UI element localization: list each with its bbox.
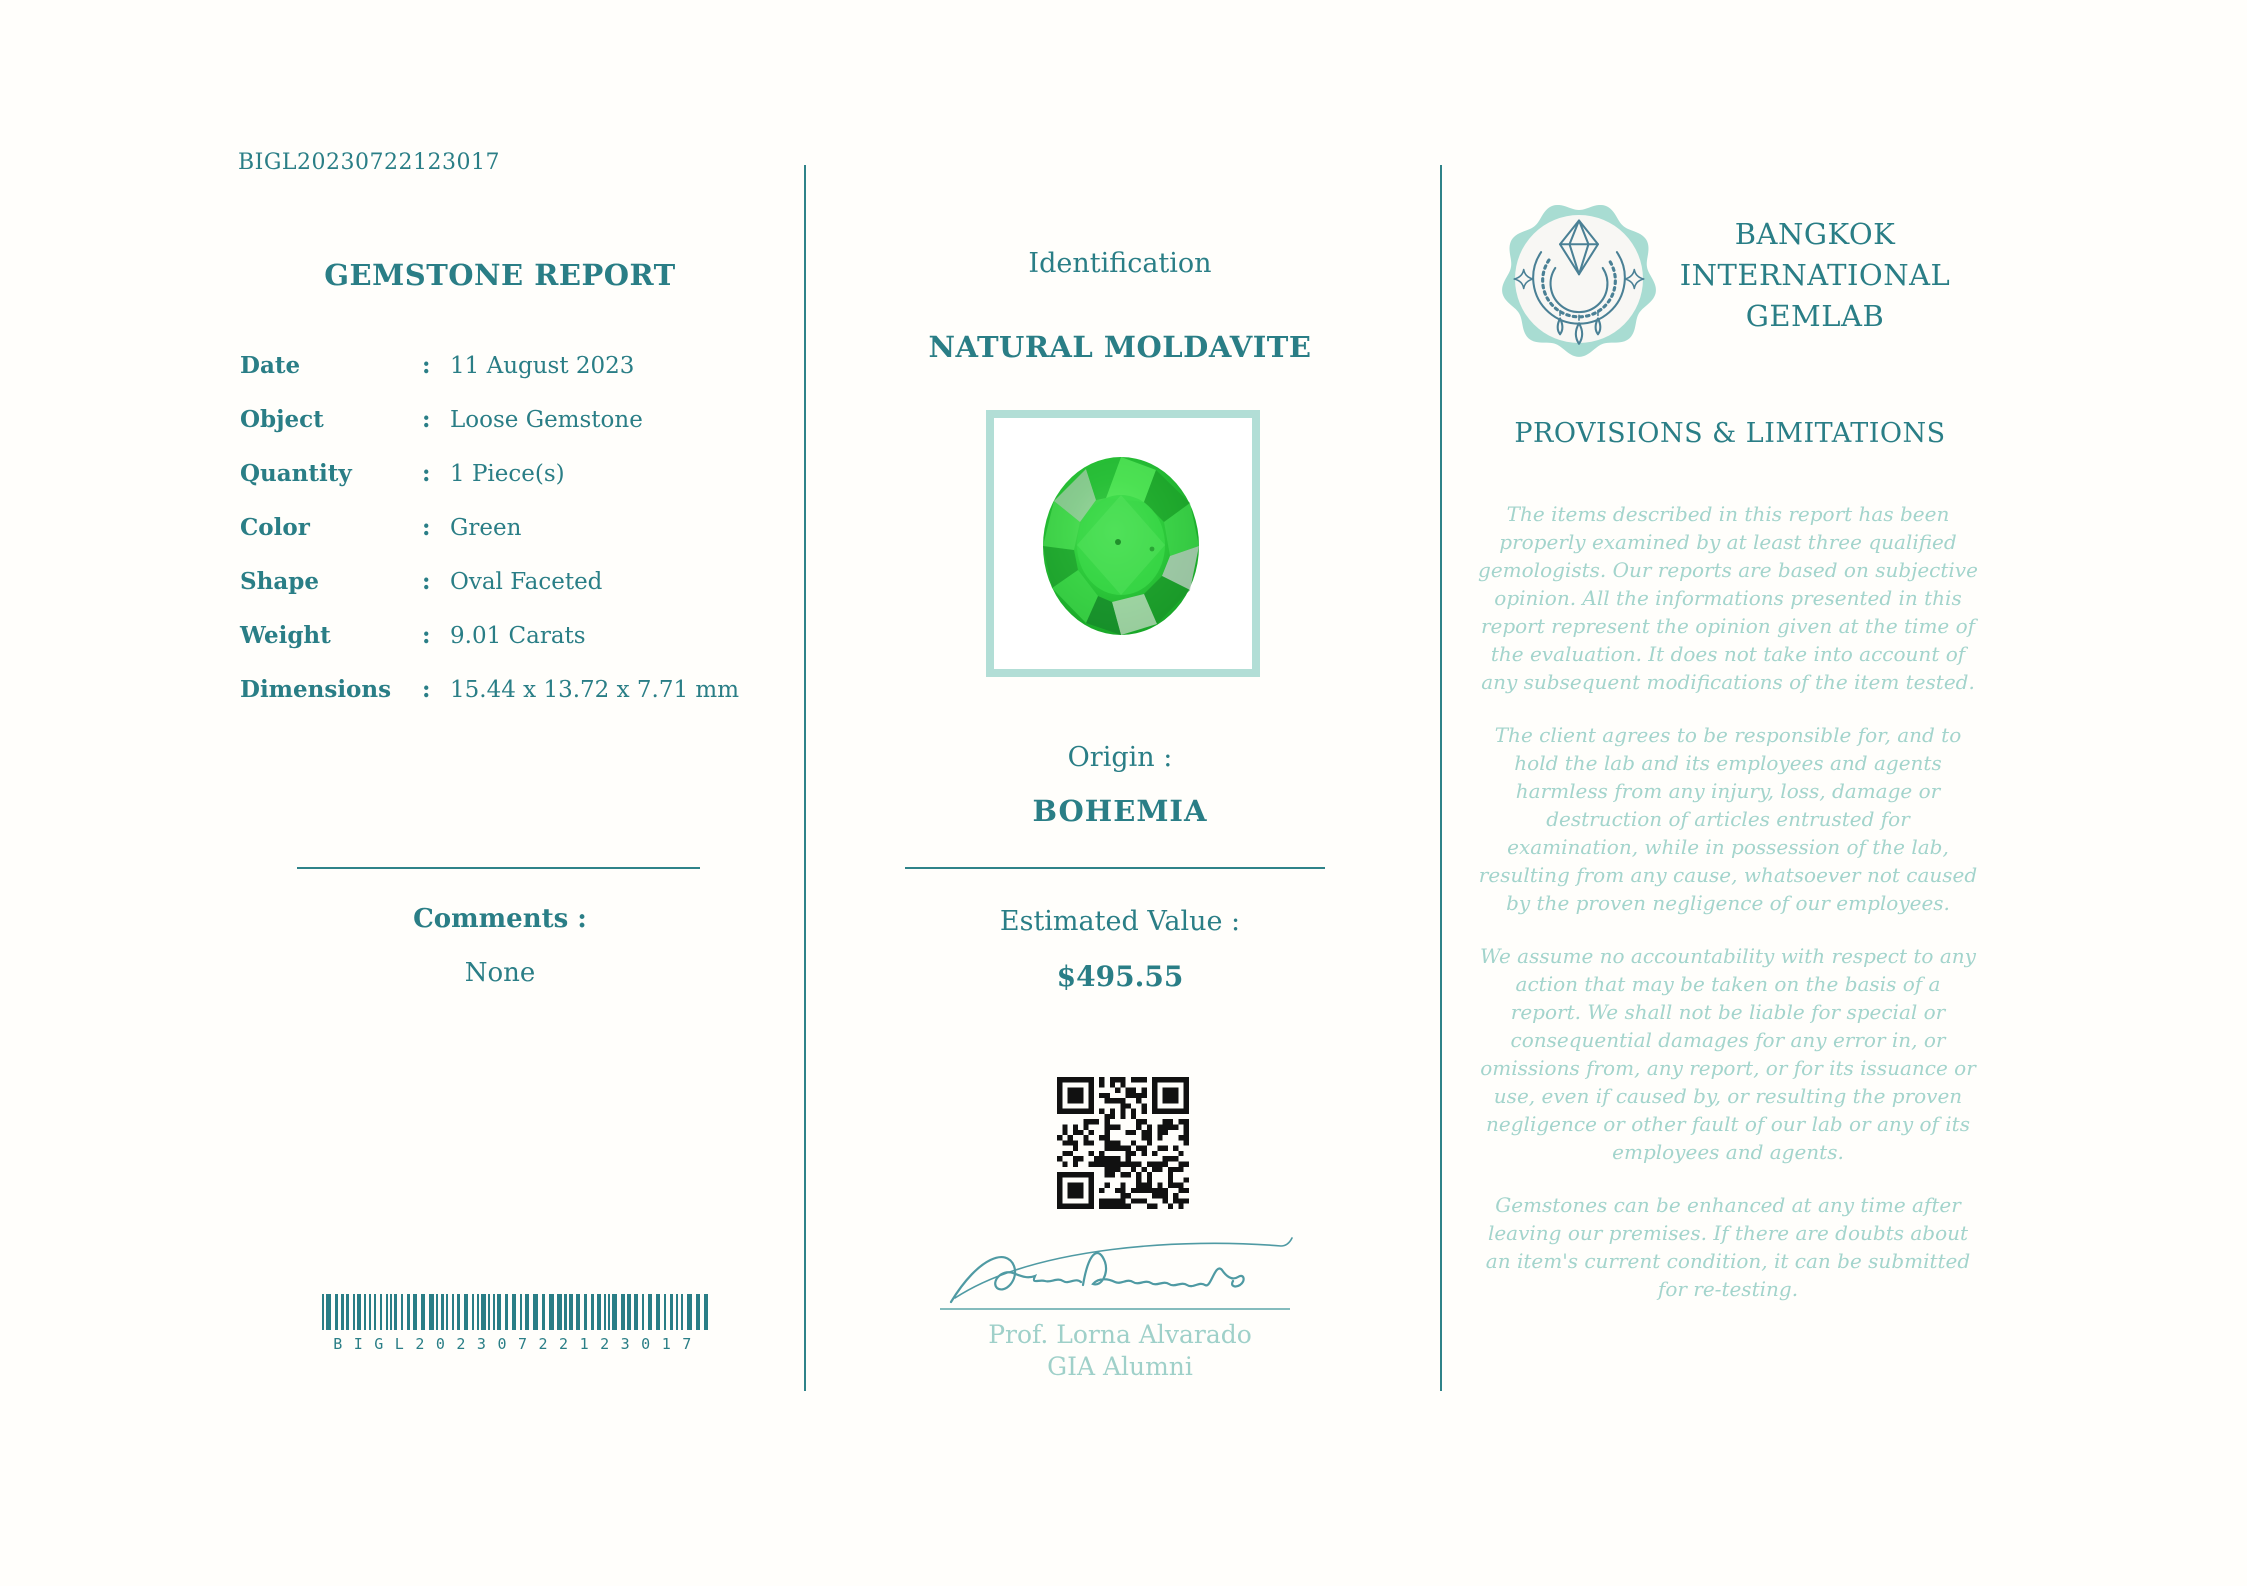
signature-underline	[940, 1308, 1290, 1310]
field-row-weight	[240, 622, 760, 676]
origin-label: Origin :	[1067, 742, 1173, 773]
gem-photo-icon	[994, 418, 1252, 669]
field-colon: :	[422, 676, 431, 703]
provisions-title: PROVISIONS & LIMITATIONS	[1514, 418, 1946, 449]
signatory-name: Prof. Lorna Alvarado	[988, 1320, 1252, 1349]
qr-code-icon	[1057, 1077, 1189, 1209]
signatory-credential: GIA Alumni	[1047, 1352, 1193, 1381]
comments-value: None	[464, 958, 536, 988]
field-colon: :	[422, 460, 431, 487]
origin-value: BOHEMIA	[1032, 794, 1208, 828]
estimated-value-label: Estimated Value :	[999, 906, 1241, 937]
barcode	[322, 1294, 714, 1353]
provisions-paragraph: Gemstones can be enhanced at any time after leaving our premises. If there are doubts about an item's current condition, it can be submitted for re-testing.	[1485, 1193, 1971, 1301]
value-divider	[905, 867, 1325, 869]
field-label: Quantity	[240, 460, 352, 487]
provisions-paragraph: We assume no accountability with respect to any action that may be taken on the basis of a report. We shall not be liable for special or consequential damages for any error in, or omissions from, any report, or for its issuance or use, even if caused by, or resulting the proven negligence or other fault of our lab or any of its employees and agents.	[1480, 944, 1976, 1164]
provisions-text	[1478, 500, 1978, 1328]
barcode-text: BIGL20230722123017	[333, 1335, 703, 1353]
field-colon: :	[422, 514, 431, 541]
lab-name-line: INTERNATIONAL	[1679, 258, 1951, 292]
comments-divider	[297, 867, 700, 869]
report-number: BIGL20230722123017	[238, 150, 500, 175]
identification-label: Identification	[1028, 248, 1212, 279]
lab-name	[1660, 214, 1970, 337]
field-label: Date	[240, 352, 301, 379]
field-label: Color	[240, 514, 310, 541]
field-colon: :	[422, 352, 431, 379]
barcode-bars-icon	[322, 1294, 714, 1330]
field-row-quantity	[240, 460, 760, 514]
gem-name: NATURAL MOLDAVITE	[928, 330, 1312, 364]
gem-photo-frame	[986, 410, 1260, 677]
field-value: 15.44 x 13.72 x 7.71 mm	[450, 677, 740, 703]
field-label: Dimensions	[240, 676, 392, 703]
report-title: GEMSTONE REPORT	[324, 258, 676, 292]
field-row-object	[240, 406, 760, 460]
estimated-value-amount: $495.55	[1056, 960, 1184, 993]
lab-name-line: GEMLAB	[1745, 299, 1885, 333]
signature-icon	[945, 1236, 1295, 1316]
field-label: Object	[240, 406, 324, 433]
field-row-color	[240, 514, 760, 568]
lab-name-line: BANGKOK	[1734, 217, 1896, 251]
field-label: Shape	[240, 568, 319, 595]
field-value: 9.01 Carats	[450, 623, 586, 649]
column-divider-left	[804, 165, 806, 1391]
field-value: Loose Gemstone	[450, 407, 643, 433]
field-value: Green	[450, 515, 522, 541]
field-label: Weight	[240, 622, 331, 649]
field-colon: :	[422, 406, 431, 433]
field-value: 11 August 2023	[450, 353, 635, 379]
field-value: 1 Piece(s)	[450, 461, 565, 487]
lab-logo-icon	[1500, 200, 1658, 358]
provisions-paragraph: The items described in this report has been properly examined by at least three qualified gemologists. Our reports are based on subjective opinion. All the informations presented in this report represent the opinion given at the time of the evaluation. It does not take into account of any subsequent modifications of the item tested.	[1478, 502, 1978, 694]
comments-label: Comments :	[413, 904, 587, 934]
report-fields-table	[240, 352, 760, 730]
field-value: Oval Faceted	[450, 569, 603, 595]
field-colon: :	[422, 568, 431, 595]
field-colon: :	[422, 622, 431, 649]
column-divider-right	[1440, 165, 1442, 1391]
field-row-shape	[240, 568, 760, 622]
field-row-date	[240, 352, 760, 406]
provisions-paragraph: The client agrees to be responsible for, and to hold the lab and its employees and agents harmless from any injury, loss, damage or destruction of articles entrusted for examination, while in possession of the lab, resulting from any cause, whatsoever not caused by the proven negligence of our employees.	[1478, 723, 1978, 915]
field-row-dimensions	[240, 676, 760, 730]
